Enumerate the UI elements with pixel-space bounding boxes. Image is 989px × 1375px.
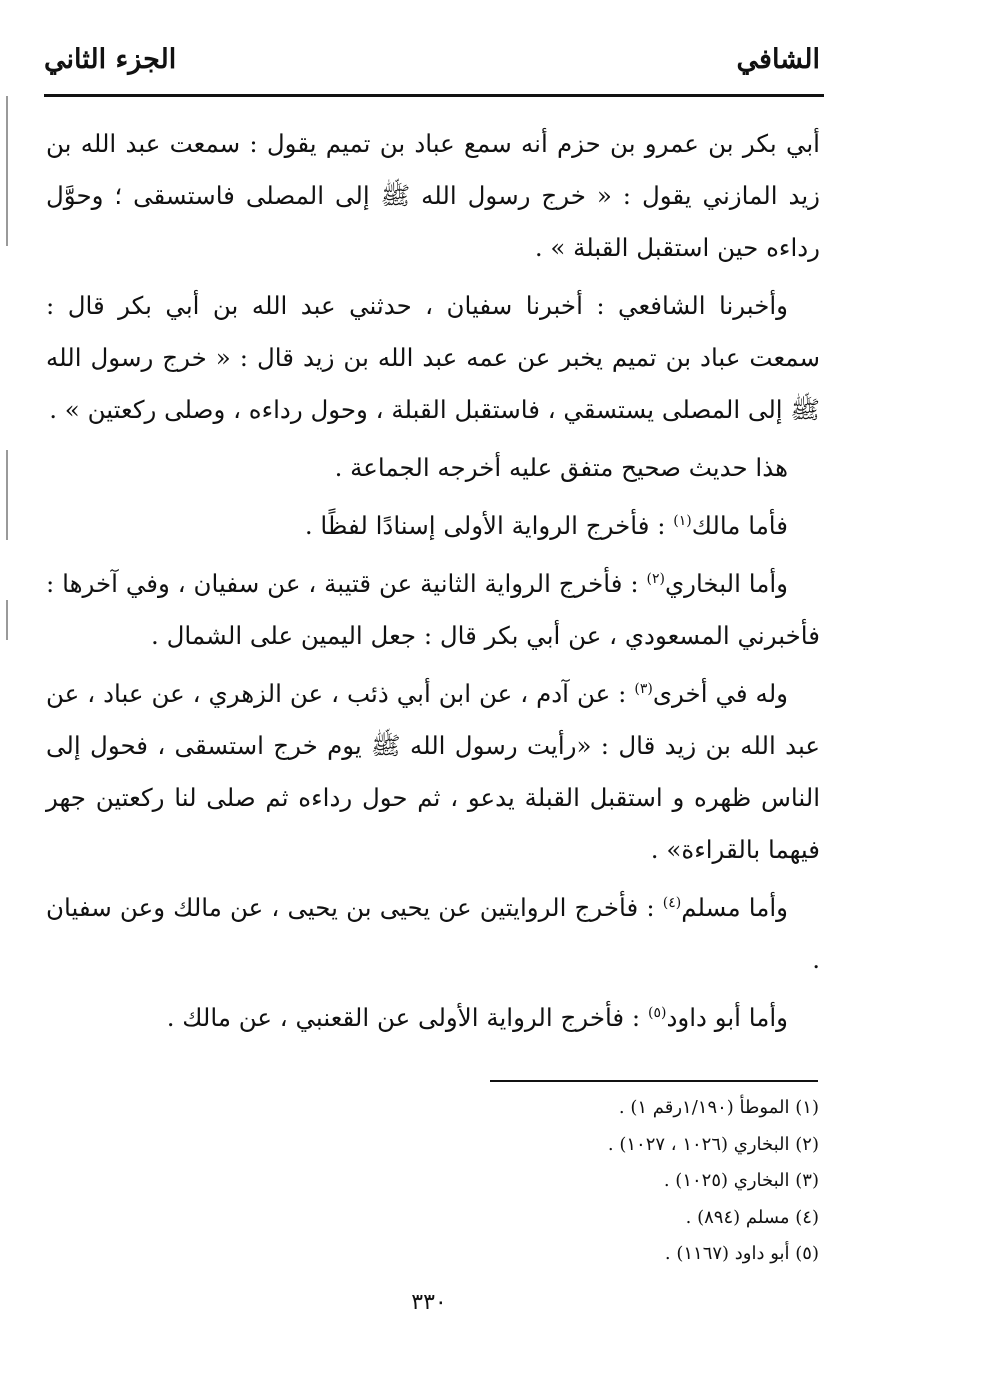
paragraph-text: : فأخرج الروايتين عن يحيى بن يحيى ، عن مالك وعن سفيان . bbox=[46, 893, 820, 974]
paragraph-text: وأما مسلم bbox=[681, 893, 788, 922]
scan-edge-mark bbox=[6, 600, 8, 640]
book-title: الشافي bbox=[736, 44, 820, 75]
paragraph-4 bbox=[46, 500, 820, 552]
scan-edge-mark bbox=[6, 96, 8, 246]
paragraph-8 bbox=[46, 992, 820, 1044]
paragraph-2: وأخبرنا الشافعي : أخبرنا سفيان ، حدثني عبد الله بن أبي بكر قال : سمعت عباد بن تميم يخبر عن عمه عبد الله بن زيد قال : « خرج رسول الله ﷺ إلى المصلى يستسقي ، فاستقبل القبلة ، وحول رداءه ، وصلى ركعتين » . bbox=[46, 291, 820, 424]
footnote-rule bbox=[490, 1080, 818, 1082]
page-header bbox=[44, 44, 820, 90]
scan-edge-mark bbox=[6, 450, 8, 540]
paragraph-text: : فأخرج الرواية الثانية عن قتيبة ، عن سفيان ، وفي آخرها : فأخبرني المسعودي ، عن أبي بكر قال : جعل اليمين على الشمال . bbox=[46, 569, 820, 650]
paragraph-text: : عن آدم ، عن ابن أبي ذئب ، عن الزهري ، عن عباد ، عن عبد الله بن زيد قال : «رأيت رسول الله ﷺ يوم خرج استسقى ، فحول إلى الناس ظهره و استقبل القبلة يدعو ، ثم حول رداءه ثم صلى لنا ركعتين جهر فيهما بالقراءة» . bbox=[46, 679, 820, 864]
footnote-5: (٥) أبو داود (١١٦٧) . bbox=[664, 1243, 819, 1264]
paragraph-text: : فأخرج الرواية الأولى إسنادًا لفظًا . bbox=[304, 511, 674, 540]
paragraph-3: هذا حديث صحيح متفق عليه أخرجه الجماعة . bbox=[334, 453, 788, 482]
footnote-3: (٣) البخاري (١٠٢٥) . bbox=[663, 1170, 819, 1191]
footnotes bbox=[419, 1090, 819, 1273]
footnote-ref[interactable]: (١) bbox=[673, 512, 692, 529]
footnote-1: (١) الموطأ (١/١٩٠رقم ١) . bbox=[618, 1097, 819, 1118]
paragraph-text: : فأخرج الرواية الأولى عن القعنبي ، عن مالك . bbox=[166, 1003, 648, 1032]
footnote-ref[interactable]: (٢) bbox=[646, 570, 665, 587]
header-rule bbox=[44, 94, 824, 97]
footnote-ref[interactable]: (٤) bbox=[662, 894, 682, 911]
footnote-ref[interactable]: (٥) bbox=[647, 1004, 667, 1021]
footnote-2: (٢) البخاري (١٠٢٦ ، ١٠٢٧) . bbox=[607, 1133, 819, 1155]
paragraph-6 bbox=[46, 668, 820, 876]
body-text bbox=[46, 118, 820, 1050]
paragraph-1: أبي بكر بن عمرو بن حزم أنه سمع عباد بن تميم يقول : سمعت عبد الله بن زيد المازني يقول : « خرج رسول الله ﷺ إلى المصلى فاستسقى ؛ وحوَّل رداءه حين استقبل القبلة » . bbox=[46, 129, 820, 262]
page-number: ٣٣٠ bbox=[411, 1290, 447, 1315]
footnote-4: (٤) مسلم (٨٩٤) . bbox=[685, 1206, 819, 1228]
paragraph-7 bbox=[46, 882, 820, 986]
paragraph-text: فأما مالك bbox=[691, 511, 788, 540]
paragraph-text: وأما أبو داود bbox=[666, 1003, 788, 1032]
paragraph-5 bbox=[46, 558, 820, 662]
footnote-ref[interactable]: (٣) bbox=[634, 680, 653, 697]
part-title: الجزء الثاني bbox=[44, 44, 177, 75]
paragraph-text: وأما البخاري bbox=[664, 569, 788, 598]
paragraph-text: وله في أخرى bbox=[652, 679, 788, 708]
